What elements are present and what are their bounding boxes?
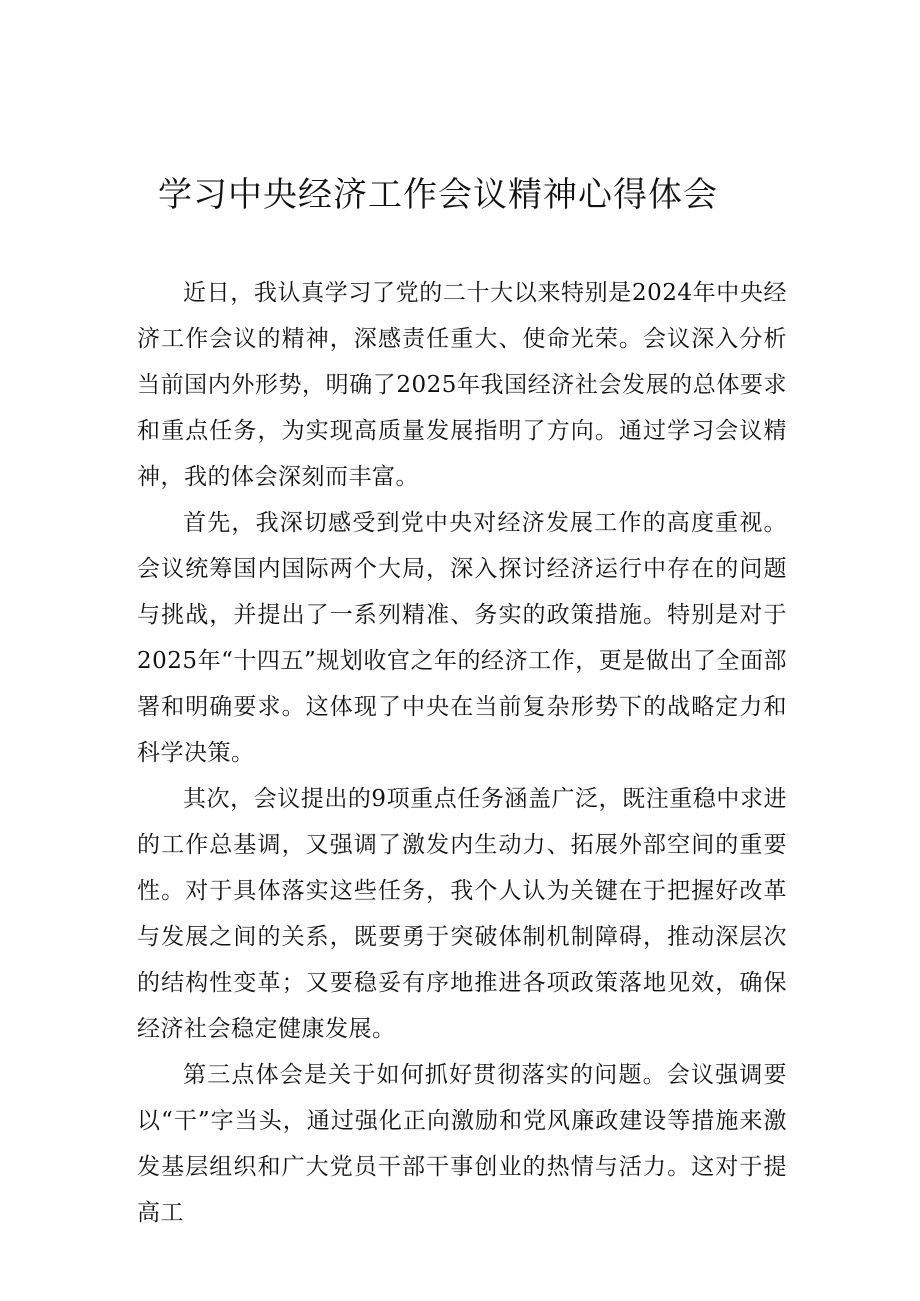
paragraph: 第三点体会是关于如何抓好贯彻落实的问题。会议强调要以“干”字当头，通过强化正向激励和党风廉政建设等措施来激发基层组织和广大党员干部干事创业的热情与活力。这对于提高工 — [137, 1062, 787, 1226]
document-title: 学习中央经济工作会议精神心得体会 — [158, 175, 718, 215]
paragraph: 首先，我深切感受到党中央对经济发展工作的高度重视。会议统筹国内国际两个大局，深入探讨经济运行中存在的问题与挑战，并提出了一系列精准、务实的政策措施。特别是对于2025年“十四五”规划收官之年的经济工作，更是做出了全面部署和明确要求。这体现了中央在当前复杂形势下的战略定力和科学决策。 — [137, 510, 787, 766]
document-body — [137, 270, 787, 1236]
paragraph: 其次，会议提出的9项重点任务涵盖广泛，既注重稳中求进的工作总基调，又强调了激发内生动力、拓展外部空间的重要性。对于具体落实这些任务，我个人认为关键在于把握好改革与发展之间的关系，既要勇于突破体制机制障碍，推动深层次的结构性变革；又要稳妥有序地推进各项政策落地见效，确保经济社会稳定健康发展。 — [137, 786, 787, 1042]
paragraph: 近日，我认真学习了党的二十大以来特别是2024年中央经济工作会议的精神，深感责任重大、使命光荣。会议深入分析当前国内外形势，明确了2025年我国经济社会发展的总体要求和重点任务，为实现高质量发展指明了方向。通过学习会议精神，我的体会深刻而丰富。 — [137, 280, 787, 490]
